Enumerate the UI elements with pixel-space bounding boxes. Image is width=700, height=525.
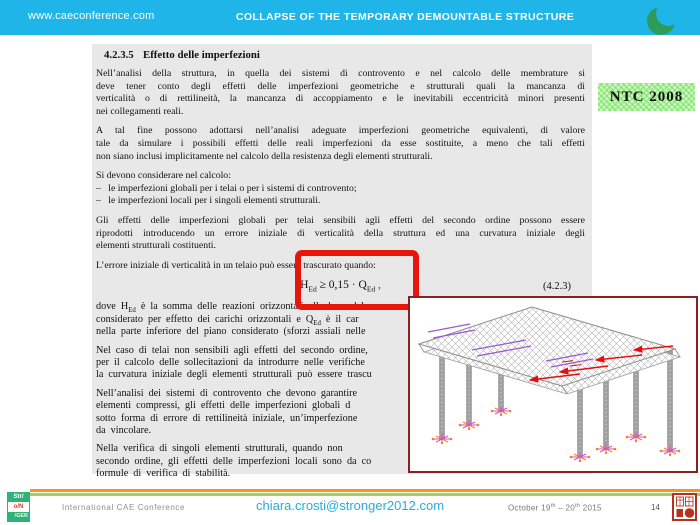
section-number: 4.2.3.5 <box>104 49 134 61</box>
document-line: considerato per effetto dei carichi orizzontali e $Q_{Ed}$ è il car <box>96 313 359 327</box>
stronger-logo-line: o/N <box>8 502 29 512</box>
document-line: Nell’analisi della struttura, in quella dei sistemi di controvento e nel calcolo delle membrature si <box>96 68 585 79</box>
document-line: Nel caso di telai non sensibili agli effetti del secondo ordine, <box>96 344 368 356</box>
stronger-logo-line: Str/ <box>8 493 29 502</box>
document-body-1 <box>96 68 585 272</box>
footer-email-link[interactable]: chiara.crosti@stronger2012.com <box>255 498 445 513</box>
equation-number: (4.2.3) <box>543 281 571 293</box>
document-line: elementi compressi, gli effetti delle imperfezioni globali d <box>96 400 351 412</box>
document-line: sotto forma di errore di rettilineità iniziale, un’imperfezione <box>96 412 358 424</box>
slide-title: COLLAPSE OF THE TEMPORARY DEMOUNTABLE STRUCTURE <box>235 11 575 23</box>
document-line: – le imperfezioni locali per i singoli elementi strutturali. <box>96 195 321 207</box>
document-line: dove $H_{Ed}$ è la somma delle reazioni orizzontali alla base del <box>96 301 364 315</box>
footer-conference-label: International CAE Conference <box>62 503 186 512</box>
divider-orange <box>30 489 700 492</box>
truss-roof <box>419 307 680 394</box>
paragraph <box>96 215 585 253</box>
document-line: da vincolare. <box>96 424 152 436</box>
footer-date: October 19th – 20th 2015 <box>508 503 602 513</box>
document-line: elementi strutturali costituenti. <box>96 240 216 252</box>
document-line: nella parte inferiore del piano considerato (sforzi assiali nelle <box>96 326 366 338</box>
paragraph <box>96 68 585 118</box>
stamp-logo-icon <box>672 493 697 521</box>
section-title: Effetto delle imperfezioni <box>143 49 260 61</box>
document-line: A tal fine possono adottarsi nell’analisi adeguate imperfezioni geometriche equivalenti, di valore <box>96 125 585 137</box>
website-link[interactable]: www.caeconference.com <box>28 10 155 22</box>
document-line: L’errore iniziale di verticalità in un telaio può essere trascurato quando: <box>96 259 376 271</box>
paragraph <box>96 125 585 163</box>
document-line: non siano inclusi implicitamente nel calcolo della resistenza degli elementi strutturali. <box>96 150 433 162</box>
structure-model-image <box>410 298 696 471</box>
document-line: formule di verifica di stabilità. <box>96 468 231 480</box>
page-number: 14 <box>651 503 660 512</box>
header-bar <box>0 0 700 35</box>
structure-model-figure <box>408 296 698 473</box>
document-line: per il calcolo delle sollecitazioni da introdurre nelle verifiche <box>96 356 365 368</box>
section-heading <box>104 49 585 61</box>
document-line: nei collegamenti reali. <box>96 105 184 117</box>
document-line: Si devono considerare nel calcolo: <box>96 170 231 182</box>
document-line: verticalità o di rettilineità, la mancanza di accoppiamento e le inevitabili eccentricità minori presenti <box>96 93 585 105</box>
document-line: riprodotti introducendo un errore iniziale di verticalità della struttura ed una curvatura iniziale degli <box>96 227 585 239</box>
document-line: la curvatura iniziale degli elementi strutturali può essere trascu <box>96 369 372 381</box>
cae-conference-logo-icon <box>644 3 681 40</box>
document-line: – le imperfezioni globali per i telai o per i sistemi di controvento; <box>96 182 357 194</box>
document-line: Gli effetti delle imperfezioni globali per telai sensibili agli effetti del secondo ordine possono essere <box>96 214 585 226</box>
document-line: Nell’analisi dei sistemi di controvento che devono garantire <box>96 387 358 399</box>
formula: $H_{Ed} \ge 0,15 \cdot Q_{Ed}$ , <box>300 279 381 294</box>
paragraph <box>96 170 585 208</box>
document-line: deve tener conto degli effetti delle imperfezioni geometriche e strutturali quali la mancanza di <box>96 80 585 92</box>
divider-green <box>30 493 700 496</box>
stronger-logo <box>7 492 30 522</box>
document-line: secondo ordine, gli effetti delle imperfezioni locali sono da co <box>96 455 372 467</box>
document-line: tale da simulare i possibili effetti delle reali imperfezioni da esse sostituite, a meno che tali effetti <box>96 137 585 149</box>
ntc-2008-badge: NTC 2008 <box>598 83 695 111</box>
stronger-logo-line: /GER <box>8 512 29 521</box>
formula-highlight-box <box>295 250 419 310</box>
document-line: Nella verifica di singoli elementi strutturali, quando non <box>96 443 343 455</box>
